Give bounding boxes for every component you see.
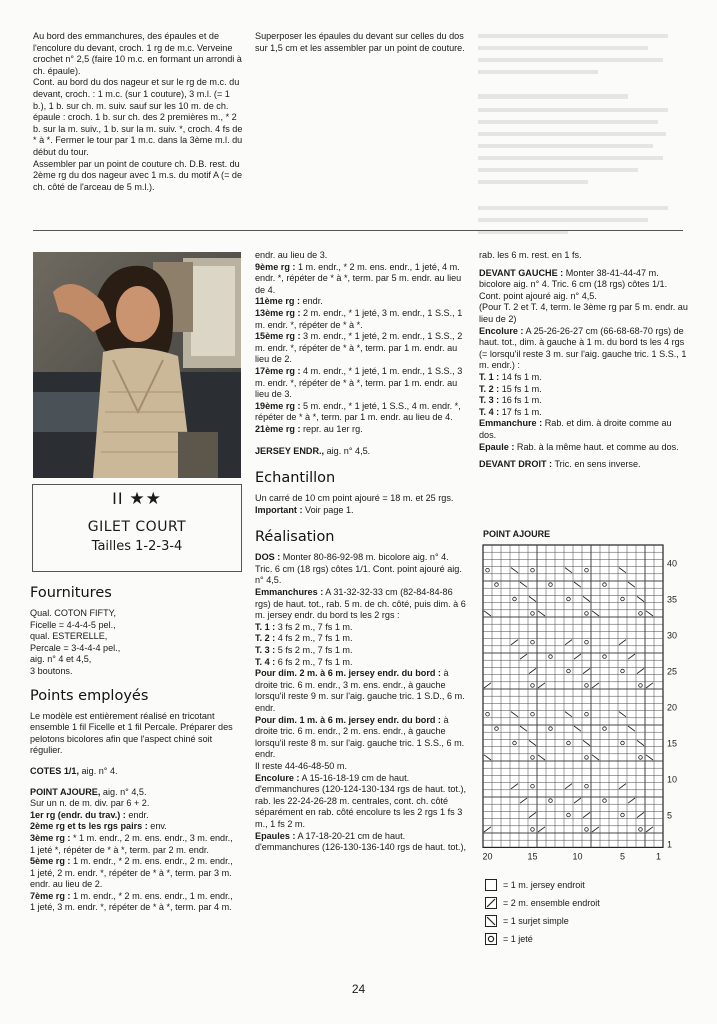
legend-label: = 1 surjet simple (503, 916, 569, 926)
paragraph: Au bord des emmanchures, des épaules et de l'encolure du devant, croch. 1 rg de m.c. Verveine crochet n° 2,5 (faire 10 m.c. en formant un arrondi à ch. épaule). (33, 31, 242, 76)
instruction-label: 5ème rg : (30, 856, 71, 867)
instruction-text: à droite tric. 6 m. endr., 2 m. ens. endr., à gauche lorsqu'il reste 8 m. sur l'aig. gauche tric. 1 S.S., 6 m. endr. (255, 714, 465, 760)
faint-text-lines (478, 30, 683, 240)
instruction-text: Rab. et dim. à droite comme au dos. (479, 418, 672, 440)
ajoure-continued (255, 250, 467, 436)
middle-column (255, 250, 467, 854)
instruction-line (479, 442, 691, 454)
instruction-text: 5 m. endr., * 1 jeté, 1 S.S., 4 m. endr. *, répéter de * à *, term. par 1 m. endr. au lieu de 4. (255, 400, 461, 423)
paragraph: Cont. au bord du dos nageur et sur le rg de m.c. du devant, croch. : 1 m.c. (sur 1 couture), 3 m.l. (= 1 b.), 1 b. sur ch. m. suiv. sauf sur les 10 m. de ch. épaule : croch. 1 b. sur ch. des 2 premières m., * 2 b. sur la m. suiv., 1 b. sur la m. suiv. *, croch. 4 fs de * à *. Fermer le tour par 1 m.c. dans la 3ème m.l. du début du tour. (33, 77, 243, 157)
instruction-label: 19ème rg : (255, 400, 301, 411)
instruction-line (255, 761, 467, 773)
instruction-line (255, 262, 467, 297)
instruction-text: (Pour T. 2 et T. 4, term. le 3ème rg par 5 m. endr. au lieu de 2) (479, 302, 688, 324)
list-item: Ficelle = 4-4-4-5 pel., (30, 619, 116, 630)
instruction-line (479, 418, 691, 441)
chart-legend (485, 876, 600, 948)
instruction-line (30, 821, 240, 833)
circle-square-icon (485, 933, 497, 945)
ajoure-text: aig. n° 4,5. (100, 786, 147, 797)
echantillon-text: Un carré de 10 cm point ajouré = 18 m. et 25 rgs. (255, 493, 454, 504)
instruction-line (255, 366, 467, 401)
points-intro: Le modèle est entièrement réalisé en tricotant ensemble 1 fil Ficelle et 1 fil Percale. Préparer des pelotons bicolores afin que l'aspect chiné soit régulier. (30, 710, 233, 756)
y-tick-label: 20 (667, 702, 678, 713)
instruction-text: 1 m. endr., * 2 m. ens. endr., 1 m. endr., 1 jeté, 3 m. endr. *, répéter de * à *, term. par 4 m. (30, 890, 233, 913)
backslash-square-icon (485, 915, 497, 927)
section-divider (33, 230, 683, 231)
points-heading: Points employés (30, 687, 149, 704)
instruction-text: 4 m. endr., * 1 jeté, 1 m. endr., 1 S.S., 3 m. endr. *, répéter de * à *, term. par 1 m. endr. au lieu de 3. (255, 365, 463, 400)
instruction-line (255, 657, 467, 669)
instruction-label: DEVANT DROIT : (479, 459, 553, 470)
model-photo (33, 252, 241, 478)
page-number: 24 (351, 982, 366, 996)
fournitures-list (30, 608, 240, 678)
instruction-label: T. 2 : (479, 383, 500, 394)
instruction-label: T. 1 : (479, 371, 500, 382)
instruction-text: Rab. à la même haut. et comme au dos. (514, 441, 679, 452)
stitch-chart-svg (481, 541, 691, 871)
x-tick-label: 1 (655, 851, 662, 862)
paragraph: Assembler par un point de couture ch. D.B. rest. du 2ème rg du dos nageur avec 1 m.s. du motif A (= de ch. côté de l'arceau de 5 m.l.). (33, 158, 243, 192)
instruction-text: endr. (300, 296, 323, 307)
ajoure-label: POINT AJOURE, (30, 786, 101, 797)
instruction-line (255, 331, 467, 366)
top-left-text (33, 31, 243, 193)
difficulty-rating: II ★★ (112, 489, 162, 508)
y-tick-label: 1 (667, 839, 673, 850)
list-item: 3 boutons. (30, 665, 73, 676)
instruction-text: 6 fs 2 m., 7 fs 1 m. (275, 656, 353, 667)
bleed-through-area (478, 30, 683, 240)
instruction-text: rab. les 6 m. rest. en 1 fs. (479, 250, 582, 260)
instruction-line (479, 302, 691, 325)
pattern-title-box (32, 484, 242, 572)
instruction-line (30, 856, 240, 891)
important-label: Important : (255, 504, 303, 515)
legend-label: = 1 m. jersey endroit (503, 880, 585, 890)
instruction-label: 15ème rg : (255, 331, 301, 342)
fournitures-heading: Fournitures (30, 585, 112, 601)
instruction-line (479, 268, 691, 303)
instruction-line (30, 810, 240, 822)
instruction-line (479, 384, 691, 396)
instruction-text: 4 fs 2 m., 7 fs 1 m. (275, 633, 353, 644)
instruction-text: A 25-26-26-27 cm (66-68-68-70 rgs) de haut. tot., dim. à gauche à 1 m. du bord ts les 4 rgs (= lorsqu'il reste 3 m. sur l'aig. gauche tric. 1 S.S., 1 m. endr.) : (479, 325, 687, 371)
instruction-label: DEVANT GAUCHE : (479, 267, 564, 278)
instruction-label: T. 4 : (479, 406, 500, 417)
important-text: Voir page 1. (302, 504, 354, 515)
pattern-sizes: Tailles 1-2-3-4 (91, 539, 183, 554)
instruction-text: Monter 80-86-92-98 m. bicolore aig. n° 4. Tric. 6 cm (18 rgs) côtes 1/1. Cont. point ajouré aig. n° 4,5. (255, 552, 462, 586)
instruction-text: 17 fs 1 m. (499, 406, 542, 417)
y-tick-label: 40 (667, 558, 678, 569)
instruction-label: T. 4 : (255, 656, 276, 667)
realisation-heading: Réalisation (255, 529, 335, 546)
stitch-chart (481, 541, 678, 862)
instruction-line (255, 308, 467, 331)
instruction-label: 21ème rg : (255, 423, 301, 434)
instruction-text: 3 fs 2 m., 7 fs 1 m. (275, 621, 353, 632)
instruction-line (255, 633, 467, 645)
instruction-text: A 17-18-20-21 cm de haut. d'emmanchures (126-130-136-140 rgs de haut. tot.), (255, 830, 467, 853)
left-column (30, 584, 240, 914)
y-tick-label: 35 (667, 594, 678, 605)
empty-square-icon (485, 879, 497, 891)
legend-item (485, 876, 600, 894)
paragraph: Superposer les épaules du devant sur celles du dos sur 1,5 cm et les assembler par un point de couture. (255, 31, 465, 53)
instruction-line (30, 833, 240, 856)
instruction-label: Pour dim. 1 m. à 6 m. jersey endr. du bord : (255, 714, 441, 725)
instruction-text: endr. (125, 809, 149, 820)
cotes-label: COTES 1/1, (30, 765, 80, 776)
instruction-label: 9ème rg : (255, 261, 296, 272)
instruction-label: T. 3 : (255, 645, 276, 656)
list-item: aig. n° 4 et 4,5, (30, 654, 92, 665)
instruction-line (255, 424, 467, 436)
instruction-label: 2ème rg et ts les rgs pairs : (30, 821, 148, 832)
instruction-line (479, 372, 691, 384)
instruction-text: Tric. en sens inverse. (552, 459, 641, 470)
instruction-text: Monter 38-41-44-47 m. bicolore aig. n° 4. Tric. 6 cm (18 rgs) côtes 1/1. Cont. point ajouré aig. n° 4,5. (479, 267, 668, 301)
instruction-label: 1er rg (endr. du trav.) : (30, 809, 126, 820)
instruction-line (255, 401, 467, 424)
instruction-line (30, 798, 240, 810)
chart-title: POINT AJOURE (483, 529, 551, 539)
instruction-label: 13ème rg : (255, 307, 301, 318)
x-tick-label: 15 (527, 851, 538, 862)
jersey-text: aig. n° 4,5. (324, 445, 371, 456)
instruction-text: 15 fs 1 m. (499, 383, 542, 394)
instruction-line (255, 773, 467, 831)
instruction-label: Emmanchures : (255, 587, 324, 598)
instruction-text: 14 fs 1 m. (499, 371, 542, 382)
y-tick-label: 10 (667, 774, 678, 785)
instruction-label: 7ème rg : (30, 890, 71, 901)
list-item: Percale = 3-4-4-4 pel., (30, 642, 121, 653)
instruction-label: 11ème rg : (255, 296, 300, 307)
legend-item (485, 894, 600, 912)
instruction-line (255, 622, 467, 634)
list-item: qual. ESTERELLE, (30, 631, 108, 642)
y-tick-label: 5 (667, 810, 673, 821)
cotes-line (30, 766, 240, 778)
instruction-label: Emmanchure : (479, 418, 543, 429)
instruction-line (255, 715, 467, 761)
x-tick-label: 5 (619, 851, 626, 862)
instruction-text: A 15-16-18-19 cm de haut. d'emmanchures (120-124-130-134 rgs de haut. tot.), rab. les 22-24-26-28 m. centrales, cont. ch. côté séparément en rab. côté encolure ts les 2 rgs 1 fs 3 m., 1 fs 2 m. (255, 772, 467, 829)
jersey-label: JERSEY ENDR., (255, 445, 325, 456)
x-tick-label: 20 (482, 851, 493, 862)
instruction-line (255, 250, 467, 262)
instruction-text: Sur un n. de m. div. par 6 + 2. (30, 798, 150, 809)
instruction-label: 3ème rg : (30, 832, 71, 843)
realisation-instructions (255, 552, 467, 853)
y-tick-label: 25 (667, 666, 678, 677)
instruction-line (479, 407, 691, 419)
instruction-label: Encolure : (255, 772, 300, 783)
instruction-text: * 1 m. endr., 2 m. ens. endr., 3 m. endr., 1 jeté *, répéter de * à *, term. par 2 m. endr. (30, 832, 233, 855)
instruction-line (479, 395, 691, 407)
instruction-label: Pour dim. 2 m. à 6 m. jersey endr. du bord : (255, 668, 441, 679)
instruction-line (479, 326, 691, 372)
instruction-text: 5 fs 2 m., 7 fs 1 m. (275, 645, 353, 656)
y-tick-label: 15 (667, 738, 678, 749)
pattern-name: GILET COURT (87, 519, 187, 535)
instruction-label: DOS : (255, 552, 281, 563)
instruction-text: à droite tric. 6 m. endr., 3 m. ens. endr., à gauche lorsqu'il reste 9 m. sur l'aig. gauche tric. 1 S.D., 6 m. endr. (255, 668, 465, 713)
instruction-text: Il reste 44-46-48-50 m. (255, 760, 347, 771)
cotes-text: aig. n° 4. (79, 765, 118, 776)
instruction-text: env. (147, 821, 167, 832)
instruction-line (30, 891, 240, 914)
legend-label: = 1 jeté (503, 934, 533, 944)
instruction-line (255, 552, 467, 587)
important-line (255, 505, 467, 517)
instruction-line (479, 250, 691, 262)
instruction-label: T. 1 : (255, 621, 276, 632)
instruction-line (255, 668, 467, 714)
instruction-line (255, 296, 467, 308)
slash-square-icon (485, 897, 497, 909)
instruction-text: 1 m. endr., * 2 m. ens. endr., 1 jeté, 4 m. endr. *, répéter de * à *, term. par 5 m. endr. au lieu de 4. (255, 261, 462, 295)
y-tick-label: 30 (667, 630, 678, 641)
instruction-line (479, 459, 691, 471)
jersey-line (255, 446, 467, 458)
legend-item (485, 912, 600, 930)
instruction-label: T. 3 : (479, 395, 500, 406)
echantillon-heading: Echantillon (255, 470, 336, 487)
legend-label: = 2 m. ensemble endroit (503, 898, 600, 908)
top-mid-text (255, 31, 467, 54)
instruction-label: Epaules : (255, 830, 296, 841)
legend-item (485, 930, 600, 948)
instruction-text: A 31-32-32-33 cm (82-84-84-86 rgs) de haut. tot., rab. 5 m. de ch. côté, puis dim. à 6 m. jersey endr. du bord ts les 2 rgs : (255, 587, 466, 621)
ajoure-line (30, 787, 240, 799)
instruction-label: T. 2 : (255, 633, 276, 644)
instruction-text: 1 m. endr., * 2 m. ens. endr., 2 m. endr., 1 jeté, 2 m. endr. *, répéter de * à *, term. par 3 m. endr. au lieu de 2. (30, 856, 233, 890)
instruction-text: repr. au 1er rg. (300, 423, 363, 434)
instruction-label: Encolure : (479, 325, 524, 336)
instruction-line (255, 645, 467, 657)
instruction-text: 16 fs 1 m. (499, 395, 542, 406)
instruction-label: Epaule : (479, 441, 515, 452)
ajoure-instructions (30, 798, 240, 914)
instruction-line (255, 831, 467, 854)
instruction-text: 3 m. endr., * 1 jeté, 2 m. endr., 1 S.S., 2 m. endr. *, répéter de * à *, term. par 1 m. endr. au lieu de 2. (255, 331, 463, 365)
right-column (479, 250, 691, 471)
list-item: Qual. COTON FIFTY, (30, 608, 117, 618)
instruction-text: endr. au lieu de 3. (255, 250, 328, 260)
x-tick-label: 10 (572, 851, 583, 862)
instruction-text: 2 m. endr., * 1 jeté, 3 m. endr., 1 S.S., 1 m. endr. *, répéter de * à *. (255, 307, 463, 330)
instruction-label: 17ème rg : (255, 365, 301, 376)
instruction-line (255, 587, 467, 622)
